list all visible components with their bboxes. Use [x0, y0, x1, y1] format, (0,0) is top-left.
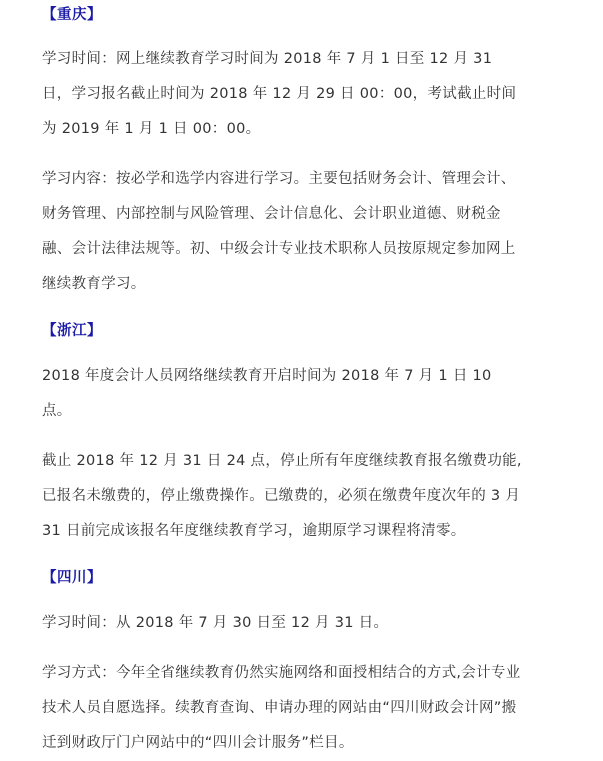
paragraph-chongqing-study-time: 学习时间：网上继续教育学习时间为 2018 年 7 月 1 日至 12 月 31 日，学习报名截止时间为 2018 年 12 月 29 日 00：00，考试截止时间为 2019 年 1 月 1 日 00：00。 — [42, 51, 517, 137]
section-heading-zhejiang: 【浙江】 — [42, 323, 102, 339]
paragraph-zhejiang-deadline: 截止 2018 年 12 月 31 日 24 点，停止所有年度继续教育报名缴费功能,已报名未缴费的，停止缴费操作。已缴费的，必须在缴费年度次年的 3 月 31 日前完成该报名年度继续教育学习，逾期原学习课程将清零。 — [42, 453, 522, 539]
section-heading-sichuan: 【四川】 — [42, 570, 102, 586]
paragraph-sichuan-study-time: 学习时间：从 2018 年 7 月 30 日至 12 月 31 日。 — [42, 615, 389, 631]
paragraph-chongqing-study-content: 学习内容：按必学和选学内容进行学习。主要包括财务会计、管理会计、财务管理、内部控制与风险管理、会计信息化、会计职业道德、财税金融、会计法律法规等。初、中级会计专业技术职称人员按原规定参加网上继续教育学习。 — [42, 171, 516, 292]
section-heading-chongqing: 【重庆】 — [42, 7, 102, 23]
paragraph-sichuan-study-method: 学习方式：今年全省继续教育仍然实施网络和面授相结合的方式,会计专业技术人员自愿选择。续教育查询、申请办理的网站由“四川财政会计网”搬迁到财政厅门户网站中的“四川会计服务”栏目。 — [42, 665, 521, 751]
paragraph-zhejiang-open-time: 2018 年度会计人员网络继续教育开启时间为 2018 年 7 月 1 日 10 点。 — [42, 368, 492, 419]
